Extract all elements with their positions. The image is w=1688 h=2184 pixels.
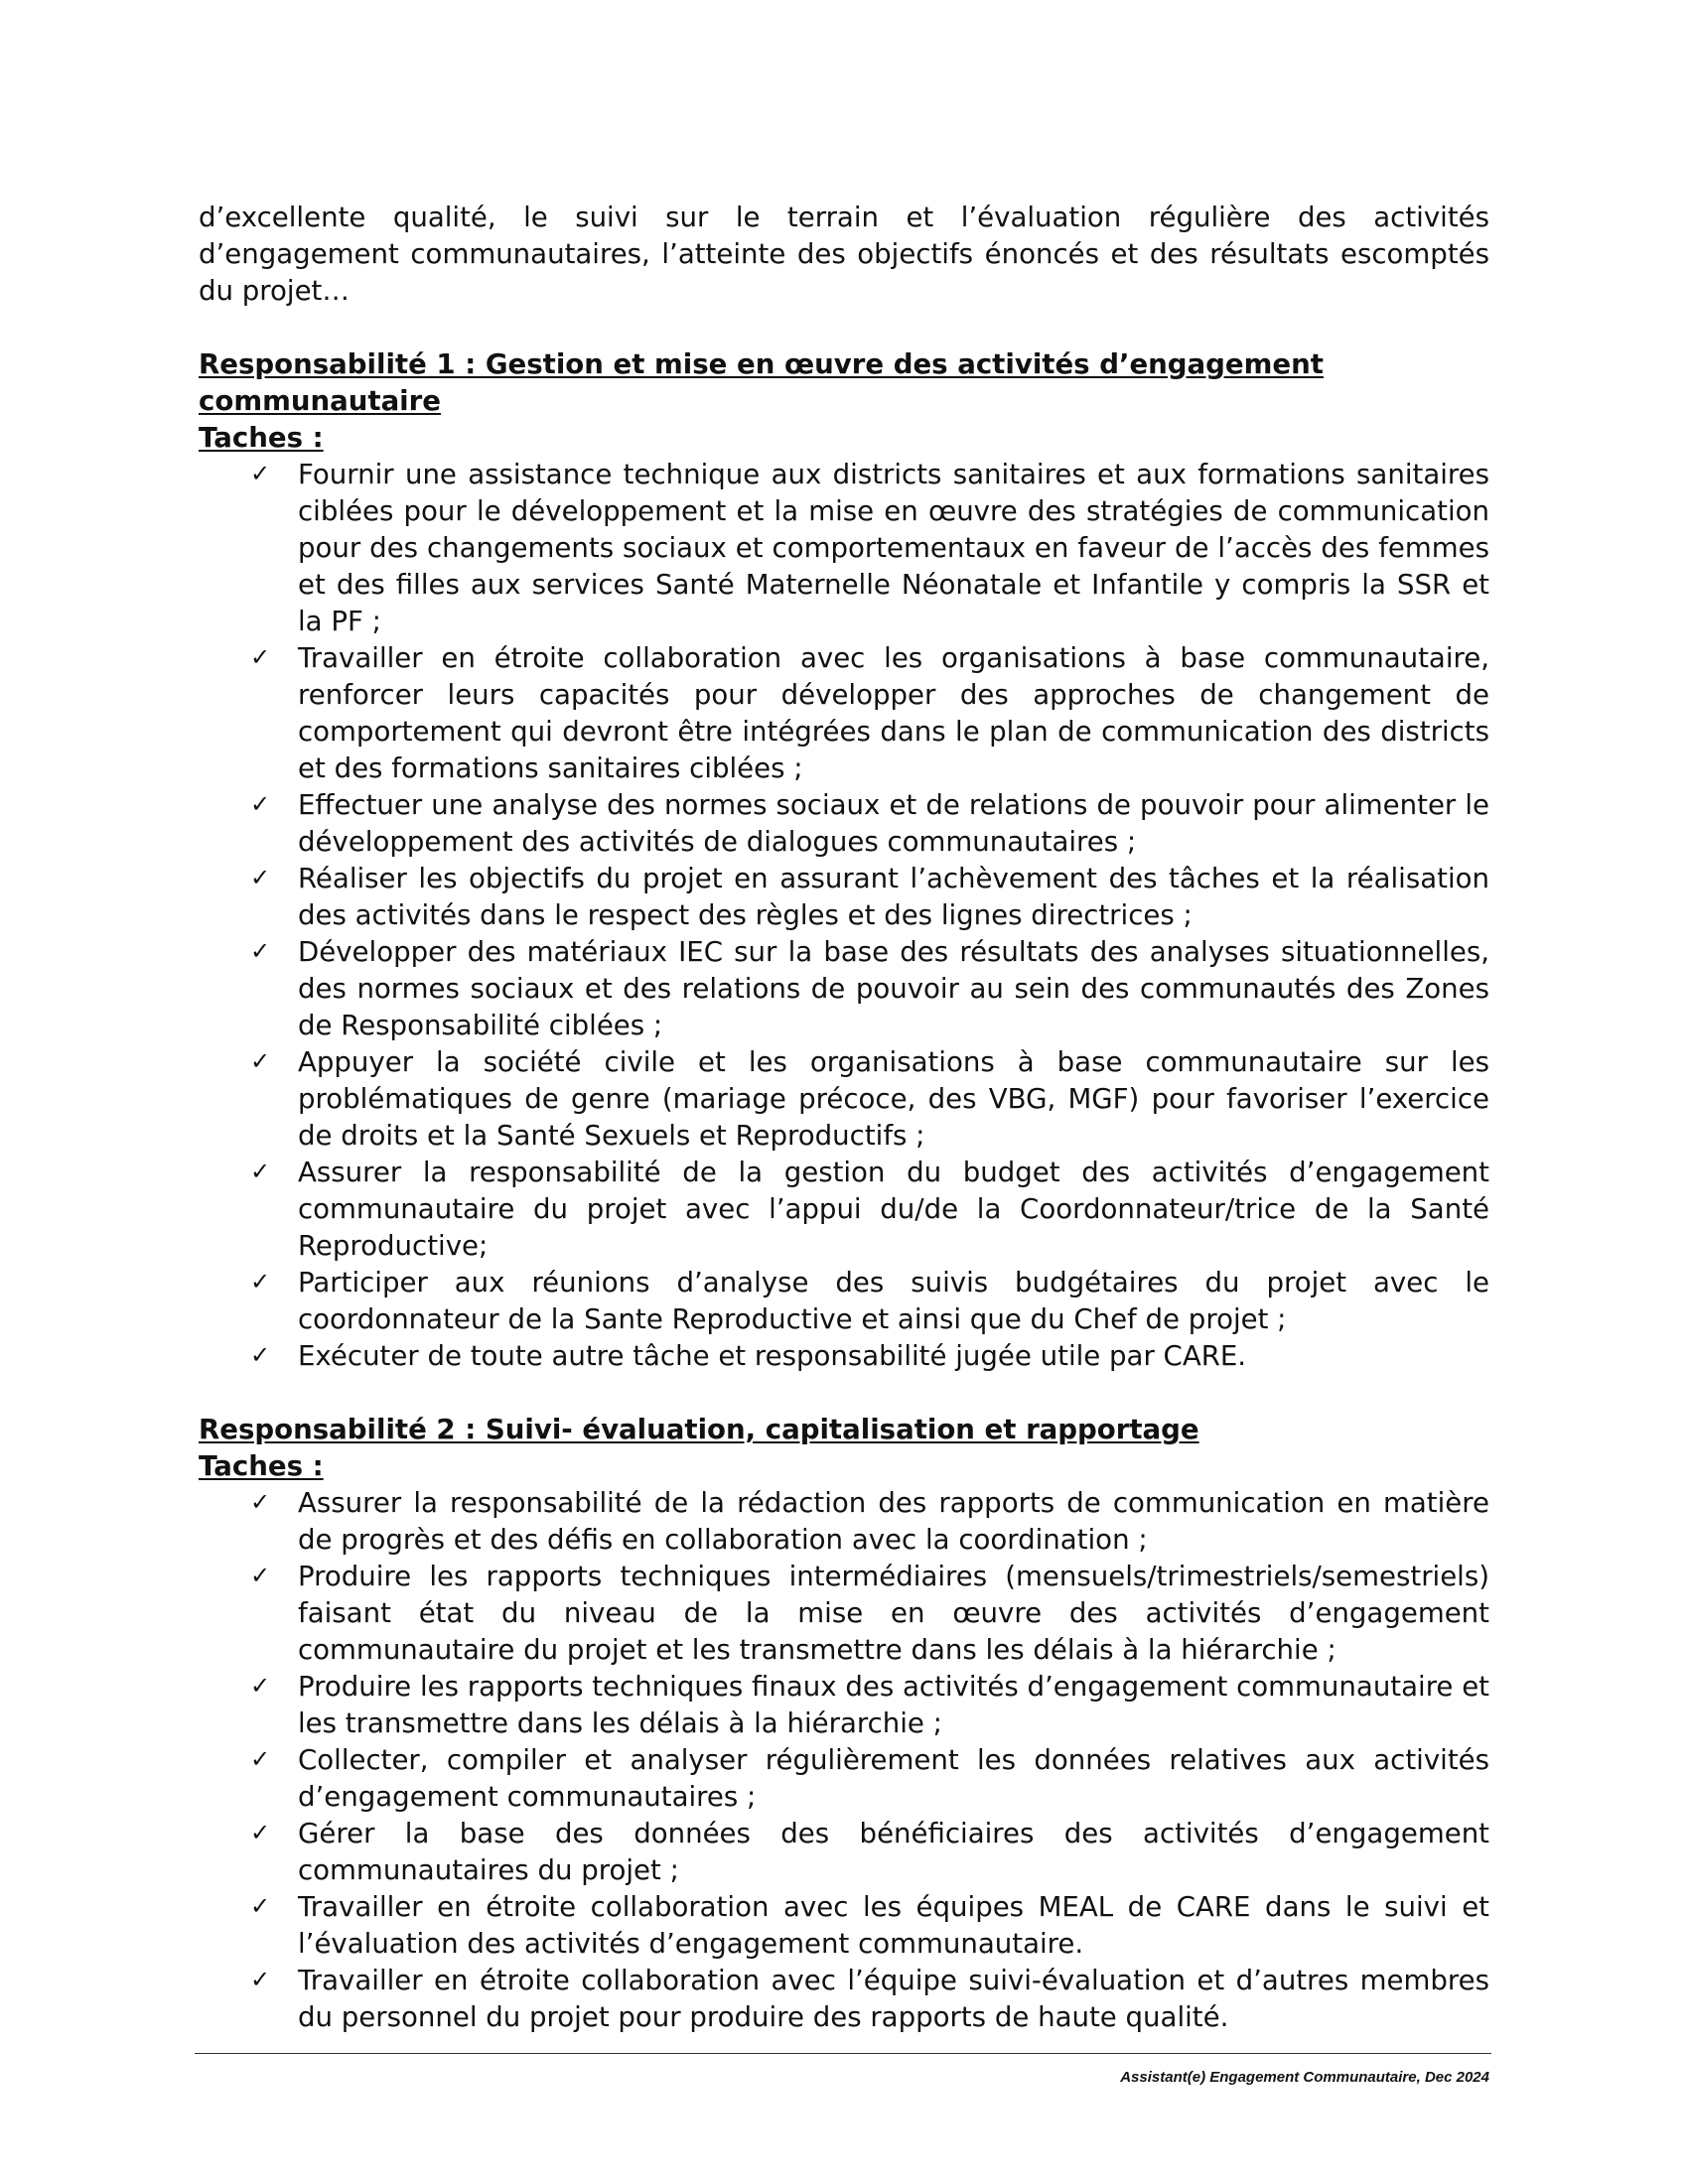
- task-text: Participer aux réunions d’analyse des suivis budgétaires du projet avec le coordonnateur de la Sante Reproductive et ainsi que du Chef de projet ;: [298, 1266, 1489, 1335]
- task-item: [199, 860, 1489, 933]
- checkmark-icon: ✓: [250, 1892, 271, 1920]
- task-text: Effectuer une analyse des normes sociaux et de relations de pouvoir pour alimenter le développement des activités de dialogues communautaires ;: [298, 788, 1489, 858]
- task-text: Exécuter de toute autre tâche et responsabilité jugée utile par CARE.: [298, 1339, 1247, 1372]
- tasks-label: Taches :: [199, 1449, 324, 1482]
- task-item: [199, 1337, 1489, 1374]
- checkmark-icon: ✓: [250, 1268, 271, 1296]
- page-footer: Assistant(e) Engagement Communautaire, Dec 2024: [1120, 2069, 1489, 2086]
- task-list: [199, 456, 1489, 1374]
- task-list: [199, 1484, 1489, 2035]
- task-item: [199, 1484, 1489, 1558]
- checkmark-icon: ✓: [250, 1672, 271, 1700]
- checkmark-icon: ✓: [250, 1819, 271, 1846]
- checkmark-icon: ✓: [250, 1158, 271, 1185]
- task-text: Assurer la responsabilité de la gestion du budget des activités d’engagement communautaire du projet avec l’appui du/de la Coordonnateur/trice de la Santé Reproductive;: [298, 1156, 1489, 1262]
- task-item: [199, 456, 1489, 639]
- task-item: [199, 1888, 1489, 1962]
- section-spacer: [199, 1374, 1489, 1411]
- task-item: [199, 1558, 1489, 1668]
- task-item: [199, 1815, 1489, 1888]
- task-text: Développer des matériaux IEC sur la base des résultats des analyses situationnelles, des normes sociaux et des relations de pouvoir au sein des communautés des Zones de Responsabilité ciblées ;: [298, 935, 1489, 1041]
- task-text: Réaliser les objectifs du projet en assurant l’achèvement des tâches et la réalisation des activités dans le respect des règles et des lignes directrices ;: [298, 862, 1489, 931]
- checkmark-icon: ✓: [250, 864, 271, 891]
- section-responsabilite-1: [199, 345, 1489, 1374]
- checkmark-icon: ✓: [250, 937, 271, 965]
- task-item: [199, 1264, 1489, 1337]
- task-text: Appuyer la société civile et les organisations à base communautaire sur les problématiques de genre (mariage précoce, des VBG, MGF) pour favoriser l’exercice de droits et la Santé Sexuels et Reproductifs ;: [298, 1045, 1489, 1152]
- task-item: [199, 1154, 1489, 1264]
- task-text: Collecter, compiler et analyser régulièrement les données relatives aux activités d’engagement communautaires ;: [298, 1743, 1489, 1813]
- task-item: [199, 1043, 1489, 1154]
- checkmark-icon: ✓: [250, 1341, 271, 1369]
- tasks-label: Taches :: [199, 421, 324, 454]
- task-text: Assurer la responsabilité de la rédaction des rapports de communication en matière de progrès et des défis en collaboration avec la coordination ;: [298, 1486, 1489, 1556]
- task-text: Gérer la base des données des bénéficiaires des activités d’engagement communautaires du projet ;: [298, 1817, 1489, 1886]
- task-text: Travailler en étroite collaboration avec les équipes MEAL de CARE dans le suivi et l’évaluation des activités d’engagement communautaire.: [298, 1890, 1489, 1960]
- task-text: Fournir une assistance technique aux districts sanitaires et aux formations sanitaires ciblées pour le développement et la mise en œuvre des stratégies de communication pour des changements sociaux et comportementaux en faveur de l’accès des femmes et des filles aux services Santé Maternelle Néonatale et Infantile y compris la SSR et la PF ;: [298, 458, 1489, 637]
- task-item: [199, 1962, 1489, 2035]
- task-text: Travailler en étroite collaboration avec les organisations à base communautaire, renforcer leurs capacités pour développer des approches de changement de comportement qui devront être intégrées dans le plan de communication des districts et des formations sanitaires ciblées ;: [298, 641, 1489, 784]
- checkmark-icon: ✓: [250, 1488, 271, 1516]
- task-item: [199, 786, 1489, 860]
- section-heading: Responsabilité 2 : Suivi- évaluation, capitalisation et rapportage: [199, 1413, 1199, 1445]
- task-item: [199, 639, 1489, 786]
- task-text: Produire les rapports techniques finaux des activités d’engagement communautaire et les transmettre dans les délais à la hiérarchie ;: [298, 1670, 1489, 1739]
- checkmark-icon: ✓: [250, 1562, 271, 1589]
- checkmark-icon: ✓: [250, 1966, 271, 1993]
- footer-divider: [195, 2053, 1491, 2054]
- task-text: Travailler en étroite collaboration avec l’équipe suivi-évaluation et d’autres membres du personnel du projet pour produire des rapports de haute qualité.: [298, 1964, 1489, 2033]
- task-item: [199, 1668, 1489, 1741]
- document-page: [199, 199, 1489, 2035]
- checkmark-icon: ✓: [250, 460, 271, 487]
- intro-paragraph: d’excellente qualité, le suivi sur le terrain et l’évaluation régulière des activités d’engagement communautaires, l’atteinte des objectifs énoncés et des résultats escomptés du projet…: [199, 201, 1489, 307]
- task-item: [199, 933, 1489, 1043]
- task-item: [199, 1741, 1489, 1815]
- checkmark-icon: ✓: [250, 790, 271, 818]
- section-responsabilite-2: [199, 1411, 1489, 2035]
- checkmark-icon: ✓: [250, 1745, 271, 1773]
- checkmark-icon: ✓: [250, 643, 271, 671]
- task-text: Produire les rapports techniques intermédiaires (mensuels/trimestriels/semestriels) faisant état du niveau de la mise en œuvre des activités d’engagement communautaire du projet et les transmettre dans les délais à la hiérarchie ;: [298, 1560, 1489, 1666]
- section-heading: Responsabilité 1 : Gestion et mise en œuvre des activités d’engagement communautaire: [199, 347, 1324, 417]
- checkmark-icon: ✓: [250, 1047, 271, 1075]
